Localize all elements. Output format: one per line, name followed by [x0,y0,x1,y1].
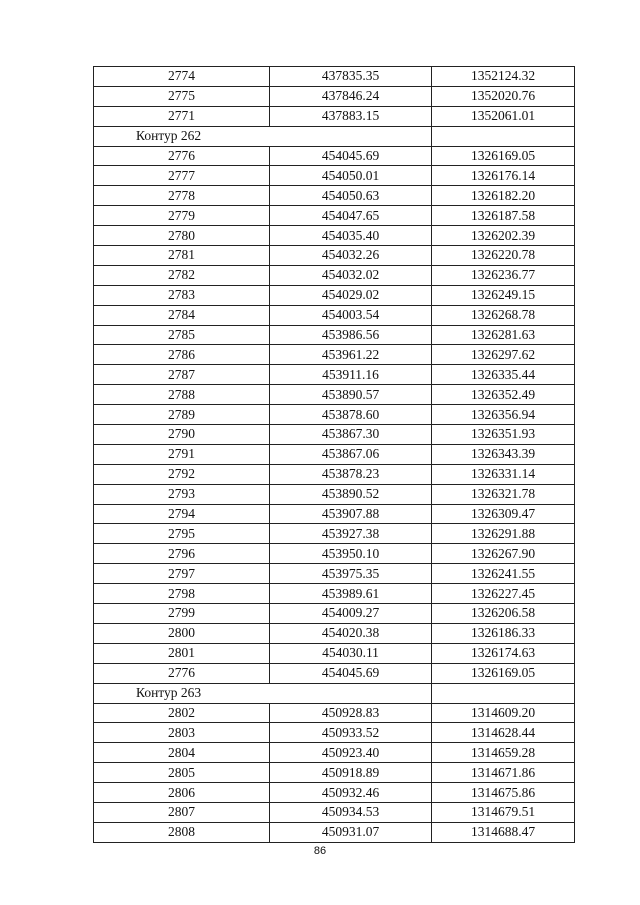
x-coordinate-cell: 453950.10 [270,544,432,564]
page-number: 86 [313,845,327,857]
point-number-cell: 2775 [94,86,270,106]
point-number-cell: 2801 [94,643,270,663]
point-number-cell: 2793 [94,484,270,504]
point-number-cell: 2787 [94,365,270,385]
point-number-cell: 2792 [94,464,270,484]
x-coordinate-cell: 450933.52 [270,723,432,743]
point-number-cell: 2778 [94,186,270,206]
point-number-cell: 2789 [94,405,270,425]
table-row [94,166,575,186]
section-title: Контур 263 [94,683,432,703]
y-coordinate-cell: 1326182.20 [432,186,575,206]
section-header-row [94,126,575,146]
point-number-cell: 2779 [94,206,270,226]
y-coordinate-cell: 1326187.58 [432,206,575,226]
x-coordinate-cell: 453907.88 [270,504,432,524]
table-row [94,763,575,783]
table-row [94,325,575,345]
point-number-cell: 2804 [94,743,270,763]
point-number-cell: 2783 [94,285,270,305]
table-row [94,444,575,464]
table-row [94,643,575,663]
y-coordinate-cell: 1314628.44 [432,723,575,743]
point-number-cell: 2780 [94,226,270,246]
y-coordinate-cell: 1326352.49 [432,385,575,405]
x-coordinate-cell: 454035.40 [270,226,432,246]
table-row [94,425,575,445]
x-coordinate-cell: 453890.57 [270,385,432,405]
y-coordinate-cell: 1326321.78 [432,484,575,504]
point-number-cell: 2771 [94,106,270,126]
x-coordinate-cell: 437835.35 [270,67,432,87]
section-empty-cell [432,126,575,146]
point-number-cell: 2798 [94,584,270,604]
point-number-cell: 2802 [94,703,270,723]
coordinates-table-body [94,67,575,843]
y-coordinate-cell: 1326297.62 [432,345,575,365]
point-number-cell: 2805 [94,763,270,783]
y-coordinate-cell: 1314671.86 [432,763,575,783]
table-row [94,783,575,803]
point-number-cell: 2790 [94,425,270,445]
section-title: Контур 262 [94,126,432,146]
x-coordinate-cell: 450923.40 [270,743,432,763]
y-coordinate-cell: 1326236.77 [432,265,575,285]
table-row [94,67,575,87]
x-coordinate-cell: 453989.61 [270,584,432,604]
point-number-cell: 2799 [94,604,270,624]
x-coordinate-cell: 450931.07 [270,822,432,842]
y-coordinate-cell: 1326206.58 [432,604,575,624]
y-coordinate-cell: 1326356.94 [432,405,575,425]
table-row [94,663,575,683]
point-number-cell: 2796 [94,544,270,564]
x-coordinate-cell: 450934.53 [270,802,432,822]
table-row [94,365,575,385]
y-coordinate-cell: 1314609.20 [432,703,575,723]
y-coordinate-cell: 1326220.78 [432,246,575,266]
y-coordinate-cell: 1314675.86 [432,783,575,803]
x-coordinate-cell: 453890.52 [270,484,432,504]
y-coordinate-cell: 1326241.55 [432,564,575,584]
table-row [94,226,575,246]
section-empty-cell [432,683,575,703]
table-row [94,86,575,106]
x-coordinate-cell: 453878.23 [270,464,432,484]
x-coordinate-cell: 453975.35 [270,564,432,584]
x-coordinate-cell: 454032.26 [270,246,432,266]
table-row [94,524,575,544]
x-coordinate-cell: 450928.83 [270,703,432,723]
x-coordinate-cell: 453927.38 [270,524,432,544]
x-coordinate-cell: 454032.02 [270,265,432,285]
y-coordinate-cell: 1352124.32 [432,67,575,87]
table-row [94,106,575,126]
table-row [94,305,575,325]
table-row [94,385,575,405]
table-row [94,504,575,524]
table-row [94,802,575,822]
x-coordinate-cell: 454047.65 [270,206,432,226]
y-coordinate-cell: 1326309.47 [432,504,575,524]
x-coordinate-cell: 454003.54 [270,305,432,325]
x-coordinate-cell: 453961.22 [270,345,432,365]
x-coordinate-cell: 437846.24 [270,86,432,106]
point-number-cell: 2800 [94,623,270,643]
x-coordinate-cell: 453867.06 [270,444,432,464]
x-coordinate-cell: 450932.46 [270,783,432,803]
point-number-cell: 2776 [94,146,270,166]
table-row [94,743,575,763]
point-number-cell: 2803 [94,723,270,743]
x-coordinate-cell: 454050.01 [270,166,432,186]
table-row [94,723,575,743]
x-coordinate-cell: 454050.63 [270,186,432,206]
x-coordinate-cell: 453867.30 [270,425,432,445]
table-row [94,604,575,624]
point-number-cell: 2785 [94,325,270,345]
point-number-cell: 2788 [94,385,270,405]
y-coordinate-cell: 1326169.05 [432,146,575,166]
y-coordinate-cell: 1326267.90 [432,544,575,564]
x-coordinate-cell: 454009.27 [270,604,432,624]
y-coordinate-cell: 1326186.33 [432,623,575,643]
x-coordinate-cell: 454020.38 [270,623,432,643]
table-row [94,623,575,643]
x-coordinate-cell: 454029.02 [270,285,432,305]
x-coordinate-cell: 453878.60 [270,405,432,425]
table-row [94,285,575,305]
table-row [94,206,575,226]
table-row [94,464,575,484]
point-number-cell: 2782 [94,265,270,285]
point-number-cell: 2791 [94,444,270,464]
table-row [94,484,575,504]
point-number-cell: 2807 [94,802,270,822]
x-coordinate-cell: 454030.11 [270,643,432,663]
x-coordinate-cell: 454045.69 [270,146,432,166]
table-row [94,703,575,723]
table-row [94,246,575,266]
table-row [94,584,575,604]
y-coordinate-cell: 1326227.45 [432,584,575,604]
y-coordinate-cell: 1326176.14 [432,166,575,186]
y-coordinate-cell: 1352020.76 [432,86,575,106]
x-coordinate-cell: 454045.69 [270,663,432,683]
x-coordinate-cell: 450918.89 [270,763,432,783]
y-coordinate-cell: 1352061.01 [432,106,575,126]
y-coordinate-cell: 1326335.44 [432,365,575,385]
point-number-cell: 2781 [94,246,270,266]
point-number-cell: 2806 [94,783,270,803]
y-coordinate-cell: 1314679.51 [432,802,575,822]
x-coordinate-cell: 437883.15 [270,106,432,126]
coordinates-table [93,66,575,843]
y-coordinate-cell: 1326281.63 [432,325,575,345]
point-number-cell: 2797 [94,564,270,584]
y-coordinate-cell: 1326268.78 [432,305,575,325]
table-row [94,405,575,425]
y-coordinate-cell: 1326343.39 [432,444,575,464]
point-number-cell: 2777 [94,166,270,186]
point-number-cell: 2784 [94,305,270,325]
point-number-cell: 2795 [94,524,270,544]
point-number-cell: 2794 [94,504,270,524]
table-row [94,822,575,842]
table-row [94,345,575,365]
y-coordinate-cell: 1326291.88 [432,524,575,544]
y-coordinate-cell: 1326249.15 [432,285,575,305]
y-coordinate-cell: 1326202.39 [432,226,575,246]
y-coordinate-cell: 1314688.47 [432,822,575,842]
point-number-cell: 2776 [94,663,270,683]
section-header-row [94,683,575,703]
table-row [94,564,575,584]
y-coordinate-cell: 1326331.14 [432,464,575,484]
y-coordinate-cell: 1326351.93 [432,425,575,445]
x-coordinate-cell: 453911.16 [270,365,432,385]
point-number-cell: 2774 [94,67,270,87]
point-number-cell: 2786 [94,345,270,365]
table-row [94,186,575,206]
y-coordinate-cell: 1314659.28 [432,743,575,763]
x-coordinate-cell: 453986.56 [270,325,432,345]
table-row [94,146,575,166]
table-row [94,265,575,285]
y-coordinate-cell: 1326174.63 [432,643,575,663]
point-number-cell: 2808 [94,822,270,842]
y-coordinate-cell: 1326169.05 [432,663,575,683]
table-row [94,544,575,564]
